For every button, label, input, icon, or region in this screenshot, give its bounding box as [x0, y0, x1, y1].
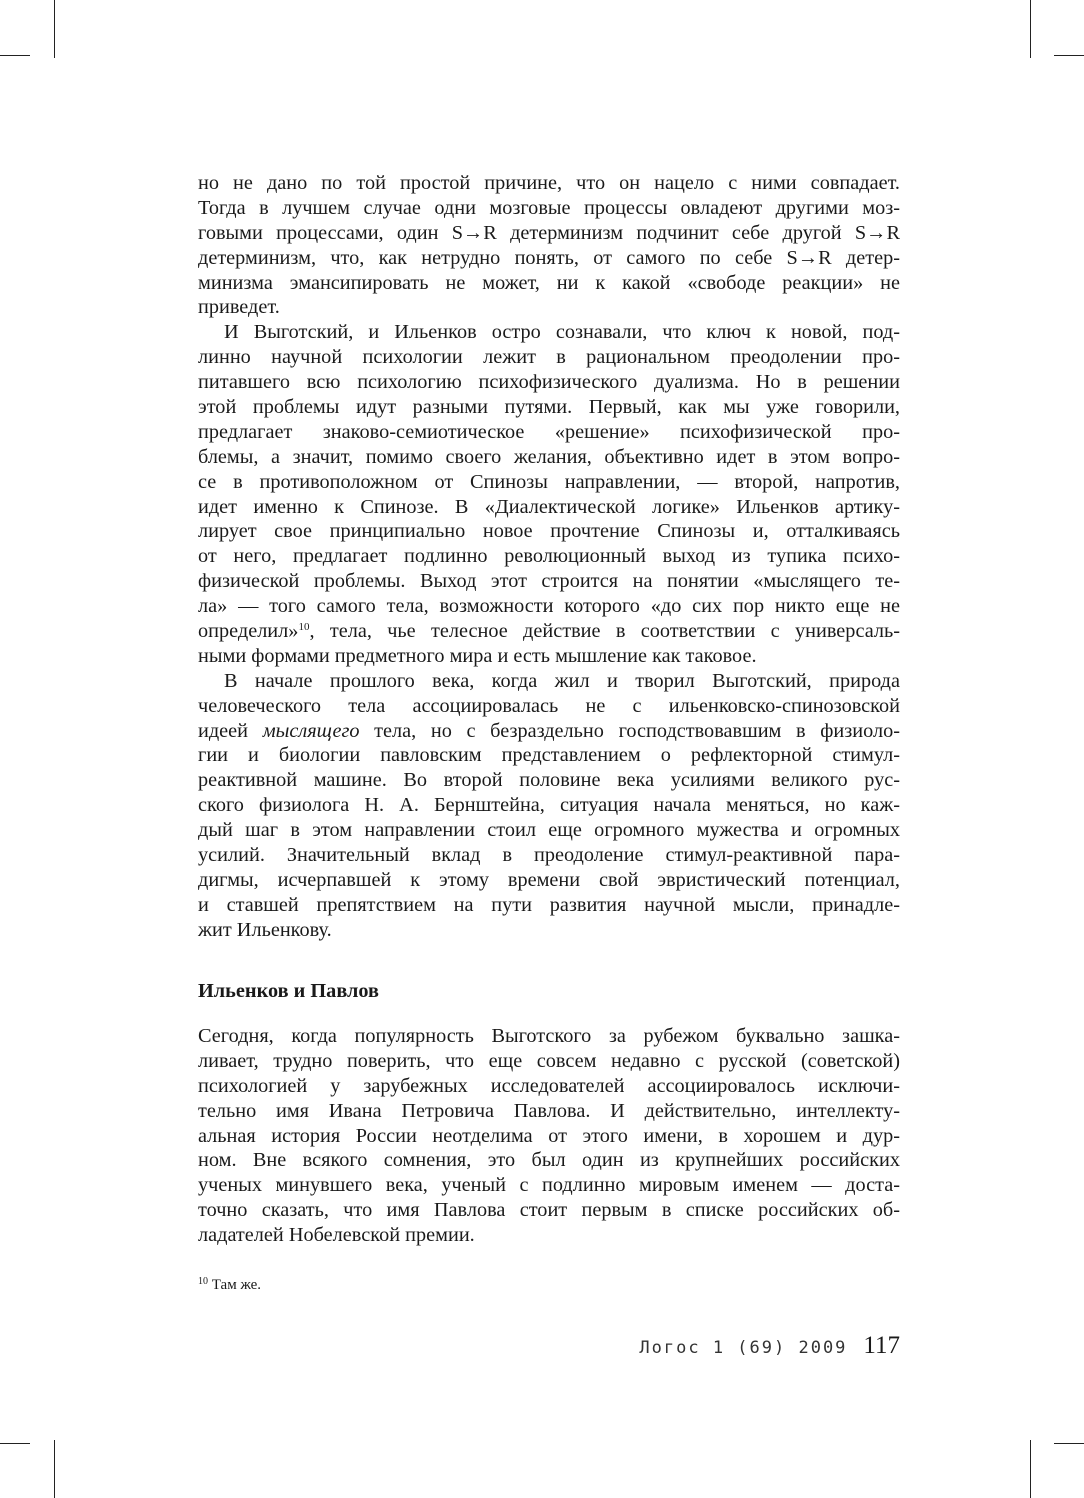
text-span: блемы, а значит, помимо своего желания, объективно идет в этом вопро- — [198, 445, 900, 468]
text-span: психологией у зарубежных исследователей ассоциировалось исключи- — [198, 1074, 900, 1097]
text-line — [198, 1223, 900, 1248]
text-span: ла» — того самого тела, возможности которого «до сих пор никто еще не — [198, 595, 900, 618]
text-line — [198, 918, 900, 943]
body-text — [198, 171, 900, 943]
text-line — [198, 619, 900, 644]
text-line — [198, 893, 900, 918]
text-span: Сегодня, когда популярность Выготского за рубежом буквально зашка- — [198, 1025, 900, 1047]
text-span: ского физиолога Н. А. Бернштейна, ситуация начала меняться, но каж- — [198, 794, 900, 817]
text-span: говыми процессами, один S→R детерминизм подчинит себе другой S→R — [198, 221, 900, 244]
footnote-ref: 10 — [298, 621, 310, 634]
text-span: реактивной машине. Во второй половине века усилиями великого рус- — [198, 769, 900, 792]
emphasis: мыслящего — [262, 719, 360, 742]
text-span: И Выготский, и Ильенков остро сознавали, что ключ к новой, под- — [224, 321, 900, 344]
text-span: минизма эмансипировать не может, ни к какой «свободе реакции» не — [198, 271, 900, 294]
text-span: Тогда в лучшем случае одни мозговые процессы овладеют другими моз- — [198, 196, 900, 219]
text-line — [198, 171, 900, 196]
text-span: лирует свое принципиально новое прочтение Спинозы и, отталкиваясь — [198, 520, 900, 543]
text-span: ладателей Нобелевской премии. — [198, 1224, 475, 1247]
text-span: приведет. — [198, 296, 280, 319]
text-line — [198, 793, 900, 818]
text-line — [198, 1198, 900, 1223]
text-line — [198, 271, 900, 296]
crop-mark — [54, 0, 55, 58]
section-paragraph — [198, 1024, 900, 1248]
text-line — [198, 1124, 900, 1149]
text-span: от него, предлагает подлинно революционный выход из тупика психо- — [198, 545, 900, 568]
text-span: ученых минувшего века, ученый с подлинно мировым именем — доста- — [198, 1174, 900, 1197]
footnote-number: 10 — [198, 1276, 208, 1287]
text-span: идеей — [198, 719, 263, 742]
text-line — [198, 470, 900, 495]
text-line — [198, 843, 900, 868]
text-line — [198, 1173, 900, 1198]
crop-mark — [1054, 1443, 1084, 1444]
text-span: этой проблемы идут разными путями. Первый, как мы уже говорили, — [198, 396, 900, 419]
crop-mark — [1054, 55, 1084, 56]
running-footer — [639, 1332, 900, 1360]
text-span: усилий. Значительный вклад в преодоление стимул-реактивной пара- — [198, 844, 900, 867]
text-line — [198, 569, 900, 594]
text-line — [198, 395, 900, 420]
crop-mark — [0, 55, 30, 56]
text-span: человеческого тела ассоциировалась не с ильенковско-спинозовской — [198, 694, 900, 717]
text-line — [198, 1148, 900, 1173]
text-span: тела, но с безраздельно господствовавшим в физиоло- — [359, 719, 901, 742]
text-line — [198, 420, 900, 445]
text-line — [198, 1074, 900, 1099]
page-number: 117 — [863, 1332, 900, 1359]
text-line — [198, 818, 900, 843]
journal-name: Логос 1 (69) 2009 — [639, 1338, 848, 1358]
text-span: гии и биологии павловским представлением о рефлекторной стимул- — [198, 744, 900, 767]
text-span: се в противоположном от Спинозы направлении, — второй, напротив, — [198, 470, 900, 493]
text-span: предлагает знаково-семиотическое «решение» психофизической про- — [198, 420, 900, 443]
text-span: ными формами предметного мира и есть мышление как таковое. — [198, 644, 757, 667]
text-span: определил» — [198, 620, 299, 643]
text-line — [198, 768, 900, 793]
text-span: ливает, трудно поверить, что еще совсем недавно с русской (советской) — [198, 1049, 900, 1072]
text-span: жит Ильенкову. — [198, 918, 332, 941]
text-span: дый шаг в этом направлении стоил еще огромного мужества и огромных — [198, 819, 900, 842]
text-span: В начале прошлого века, когда жил и творил Выготский, природа — [224, 669, 900, 692]
text-line — [198, 594, 900, 619]
crop-mark — [1030, 1440, 1031, 1498]
text-span: и ставшей препятствием на пути развития научной мысли, принадле- — [198, 893, 900, 916]
text-line — [198, 743, 900, 768]
text-span: детерминизм, что, как нетрудно понять, от самого по себе S→R детер- — [198, 246, 900, 269]
crop-mark — [1030, 0, 1031, 58]
text-span: точно сказать, что имя Павлова стоит первым в списке российских об- — [198, 1199, 900, 1222]
text-span: альная история России неотделима от этого имени, в хорошем и дур- — [198, 1124, 900, 1147]
text-span: линно научной психологии лежит в рациональном преодолении про- — [198, 346, 900, 369]
text-line — [198, 320, 900, 345]
text-line — [198, 495, 900, 520]
text-line — [198, 1049, 900, 1074]
footnote-text: Там же. — [211, 1277, 262, 1293]
text-span: , тела, чье телесное действие в соответствии с универсаль- — [309, 620, 900, 643]
text-span: дигмы, исчерпавшей к этому времени свой эвристический потенциал, — [198, 868, 900, 891]
text-line — [198, 196, 900, 221]
text-line — [198, 1024, 900, 1049]
text-line — [198, 1099, 900, 1124]
text-span: тельно имя Ивана Петровича Павлова. И действительно, интеллекту- — [198, 1099, 900, 1122]
text-span: питавшего всю психологию психофизического дуализма. Но в решении — [198, 371, 900, 394]
text-span: физической проблемы. Выход этот строится на понятии «мыслящего те- — [198, 570, 900, 593]
text-line — [198, 246, 900, 271]
text-line — [198, 295, 900, 320]
section-heading: Ильенков и Павлов — [198, 980, 379, 1002]
text-line — [198, 445, 900, 470]
footnote — [198, 1276, 261, 1294]
text-line — [198, 694, 900, 719]
text-line — [198, 644, 900, 669]
text-line — [198, 345, 900, 370]
crop-mark — [0, 1443, 30, 1444]
text-line — [198, 370, 900, 395]
text-line — [198, 519, 900, 544]
text-line — [198, 544, 900, 569]
text-span: идет именно к Спинозе. В «Диалектической логике» Ильенков артику- — [198, 495, 900, 518]
crop-mark — [54, 1440, 55, 1498]
text-line — [198, 669, 900, 694]
text-span: ном. Вне всякого сомнения, это был один из крупнейших российских — [198, 1149, 900, 1172]
text-span: но не дано по той простой причине, что он нацело с ними совпадает. — [198, 172, 900, 194]
text-line — [198, 221, 900, 246]
text-line — [198, 719, 900, 744]
text-line — [198, 868, 900, 893]
